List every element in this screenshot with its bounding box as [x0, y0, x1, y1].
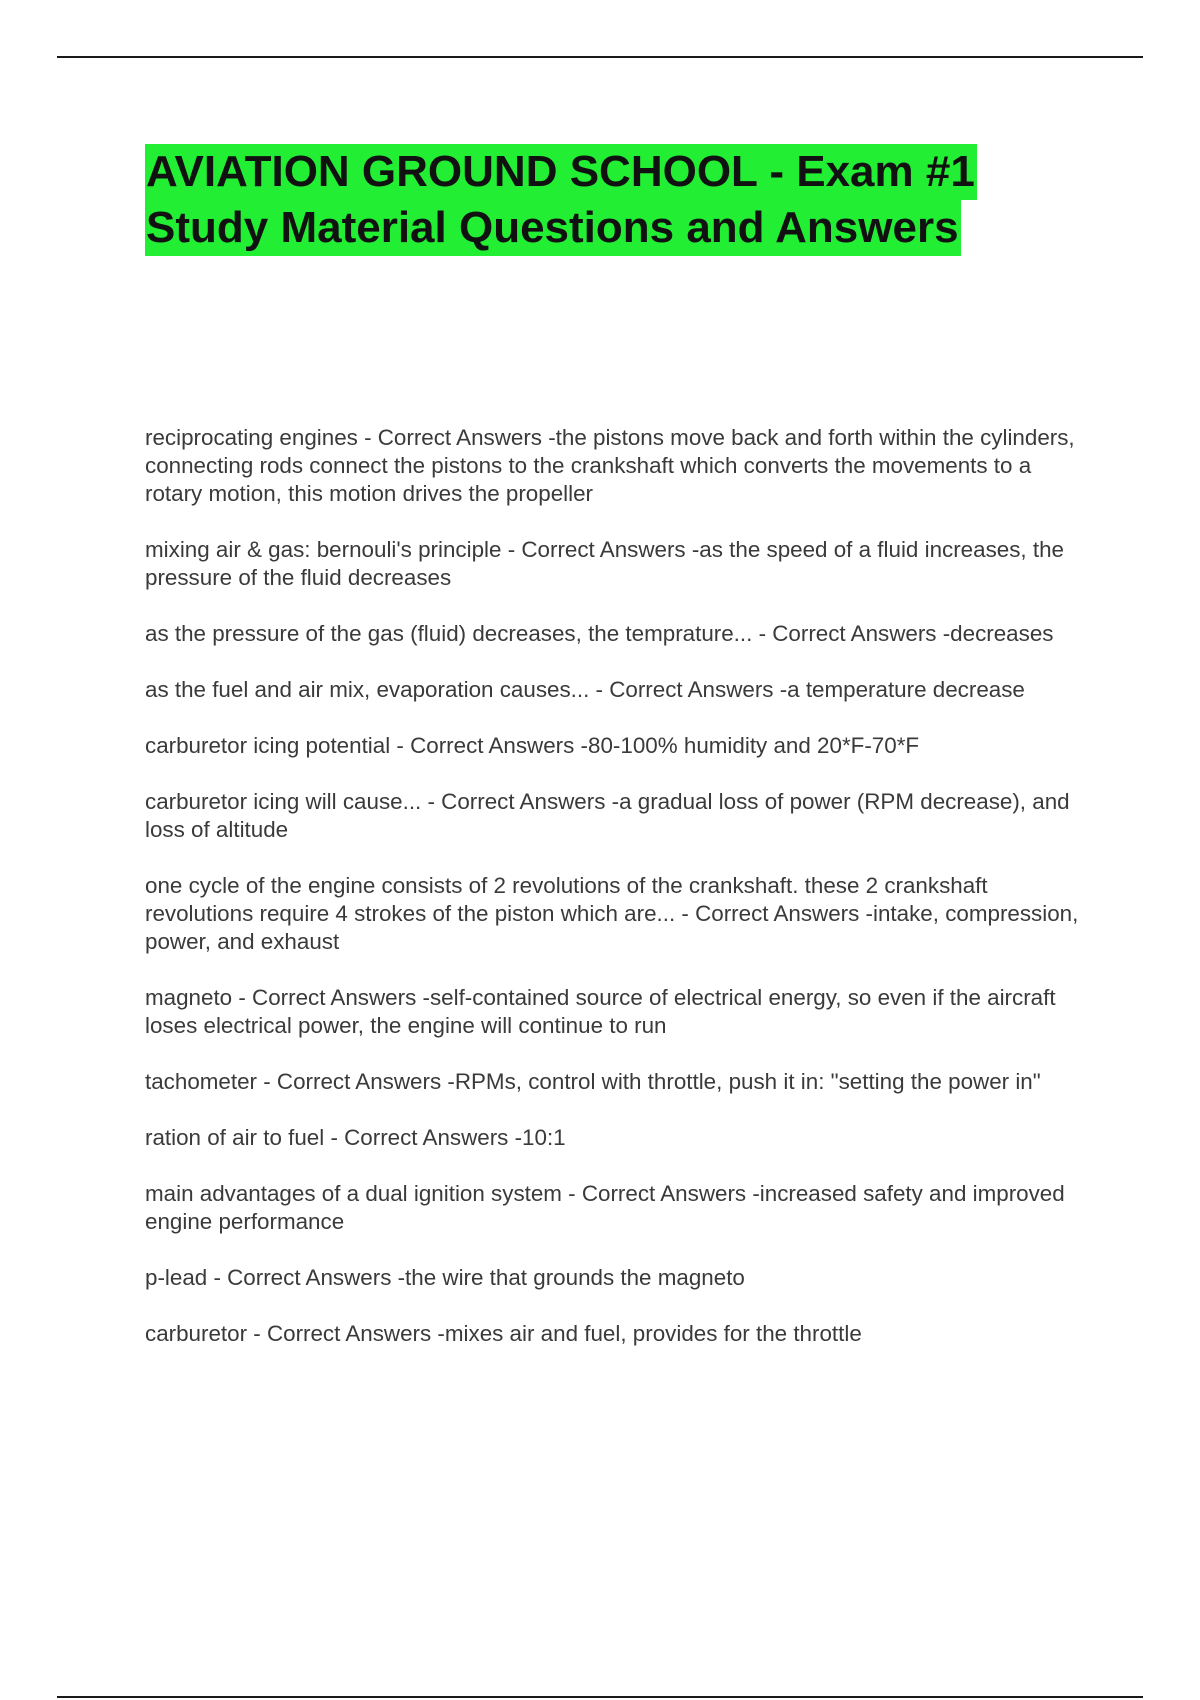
qa-item-gas-pressure-temperature: as the pressure of the gas (fluid) decreases, the temprature... - Correct Answers -decreases: [145, 621, 1054, 646]
qa-item-bernoulli-principle: mixing air & gas: bernouli's principle - Correct Answers -as the speed of a fluid increases, the pressure of the fluid decreases: [145, 537, 1064, 590]
document-title: [145, 144, 1105, 256]
qa-item-dual-ignition: main advantages of a dual ignition system - Correct Answers -increased safety and improved engine performance: [145, 1181, 1065, 1234]
qa-item-carburetor: carburetor - Correct Answers -mixes air and fuel, provides for the throttle: [145, 1321, 862, 1346]
bottom-divider: [57, 1696, 1143, 1698]
qa-item-p-lead: p-lead - Correct Answers -the wire that grounds the magneto: [145, 1265, 745, 1290]
qa-item-magneto: magneto - Correct Answers -self-contained source of electrical energy, so even if the aircraft loses electrical power, the engine will continue to run: [145, 985, 1056, 1038]
qa-item-reciprocating-engines: reciprocating engines - Correct Answers -the pistons move back and forth within the cylinders, connecting rods connect the pistons to the crankshaft which converts the movements to a rotary motion, this motion drives the propeller: [145, 425, 1075, 506]
qa-item-carburetor-icing-effects: carburetor icing will cause... - Correct Answers -a gradual loss of power (RPM decrease), and loss of altitude: [145, 789, 1070, 842]
qa-item-tachometer: tachometer - Correct Answers -RPMs, control with throttle, push it in: "setting the power in": [145, 1069, 1041, 1094]
title-line-1: AVIATION GROUND SCHOOL - Exam #1: [145, 144, 977, 200]
qa-list: [145, 424, 1085, 1376]
qa-item-engine-cycle: one cycle of the engine consists of 2 revolutions of the crankshaft. these 2 crankshaft revolutions require 4 strokes of the piston which are... - Correct Answers -intake, compression, power, and exhaust: [145, 873, 1079, 954]
qa-item-fuel-air-evaporation: as the fuel and air mix, evaporation causes... - Correct Answers -a temperature decrease: [145, 677, 1025, 702]
qa-item-air-fuel-ratio: ration of air to fuel - Correct Answers -10:1: [145, 1125, 566, 1150]
qa-item-carburetor-icing-potential: carburetor icing potential - Correct Answers -80-100% humidity and 20*F-70*F: [145, 733, 920, 758]
top-divider: [57, 56, 1143, 58]
title-line-2: Study Material Questions and Answers: [145, 200, 961, 256]
